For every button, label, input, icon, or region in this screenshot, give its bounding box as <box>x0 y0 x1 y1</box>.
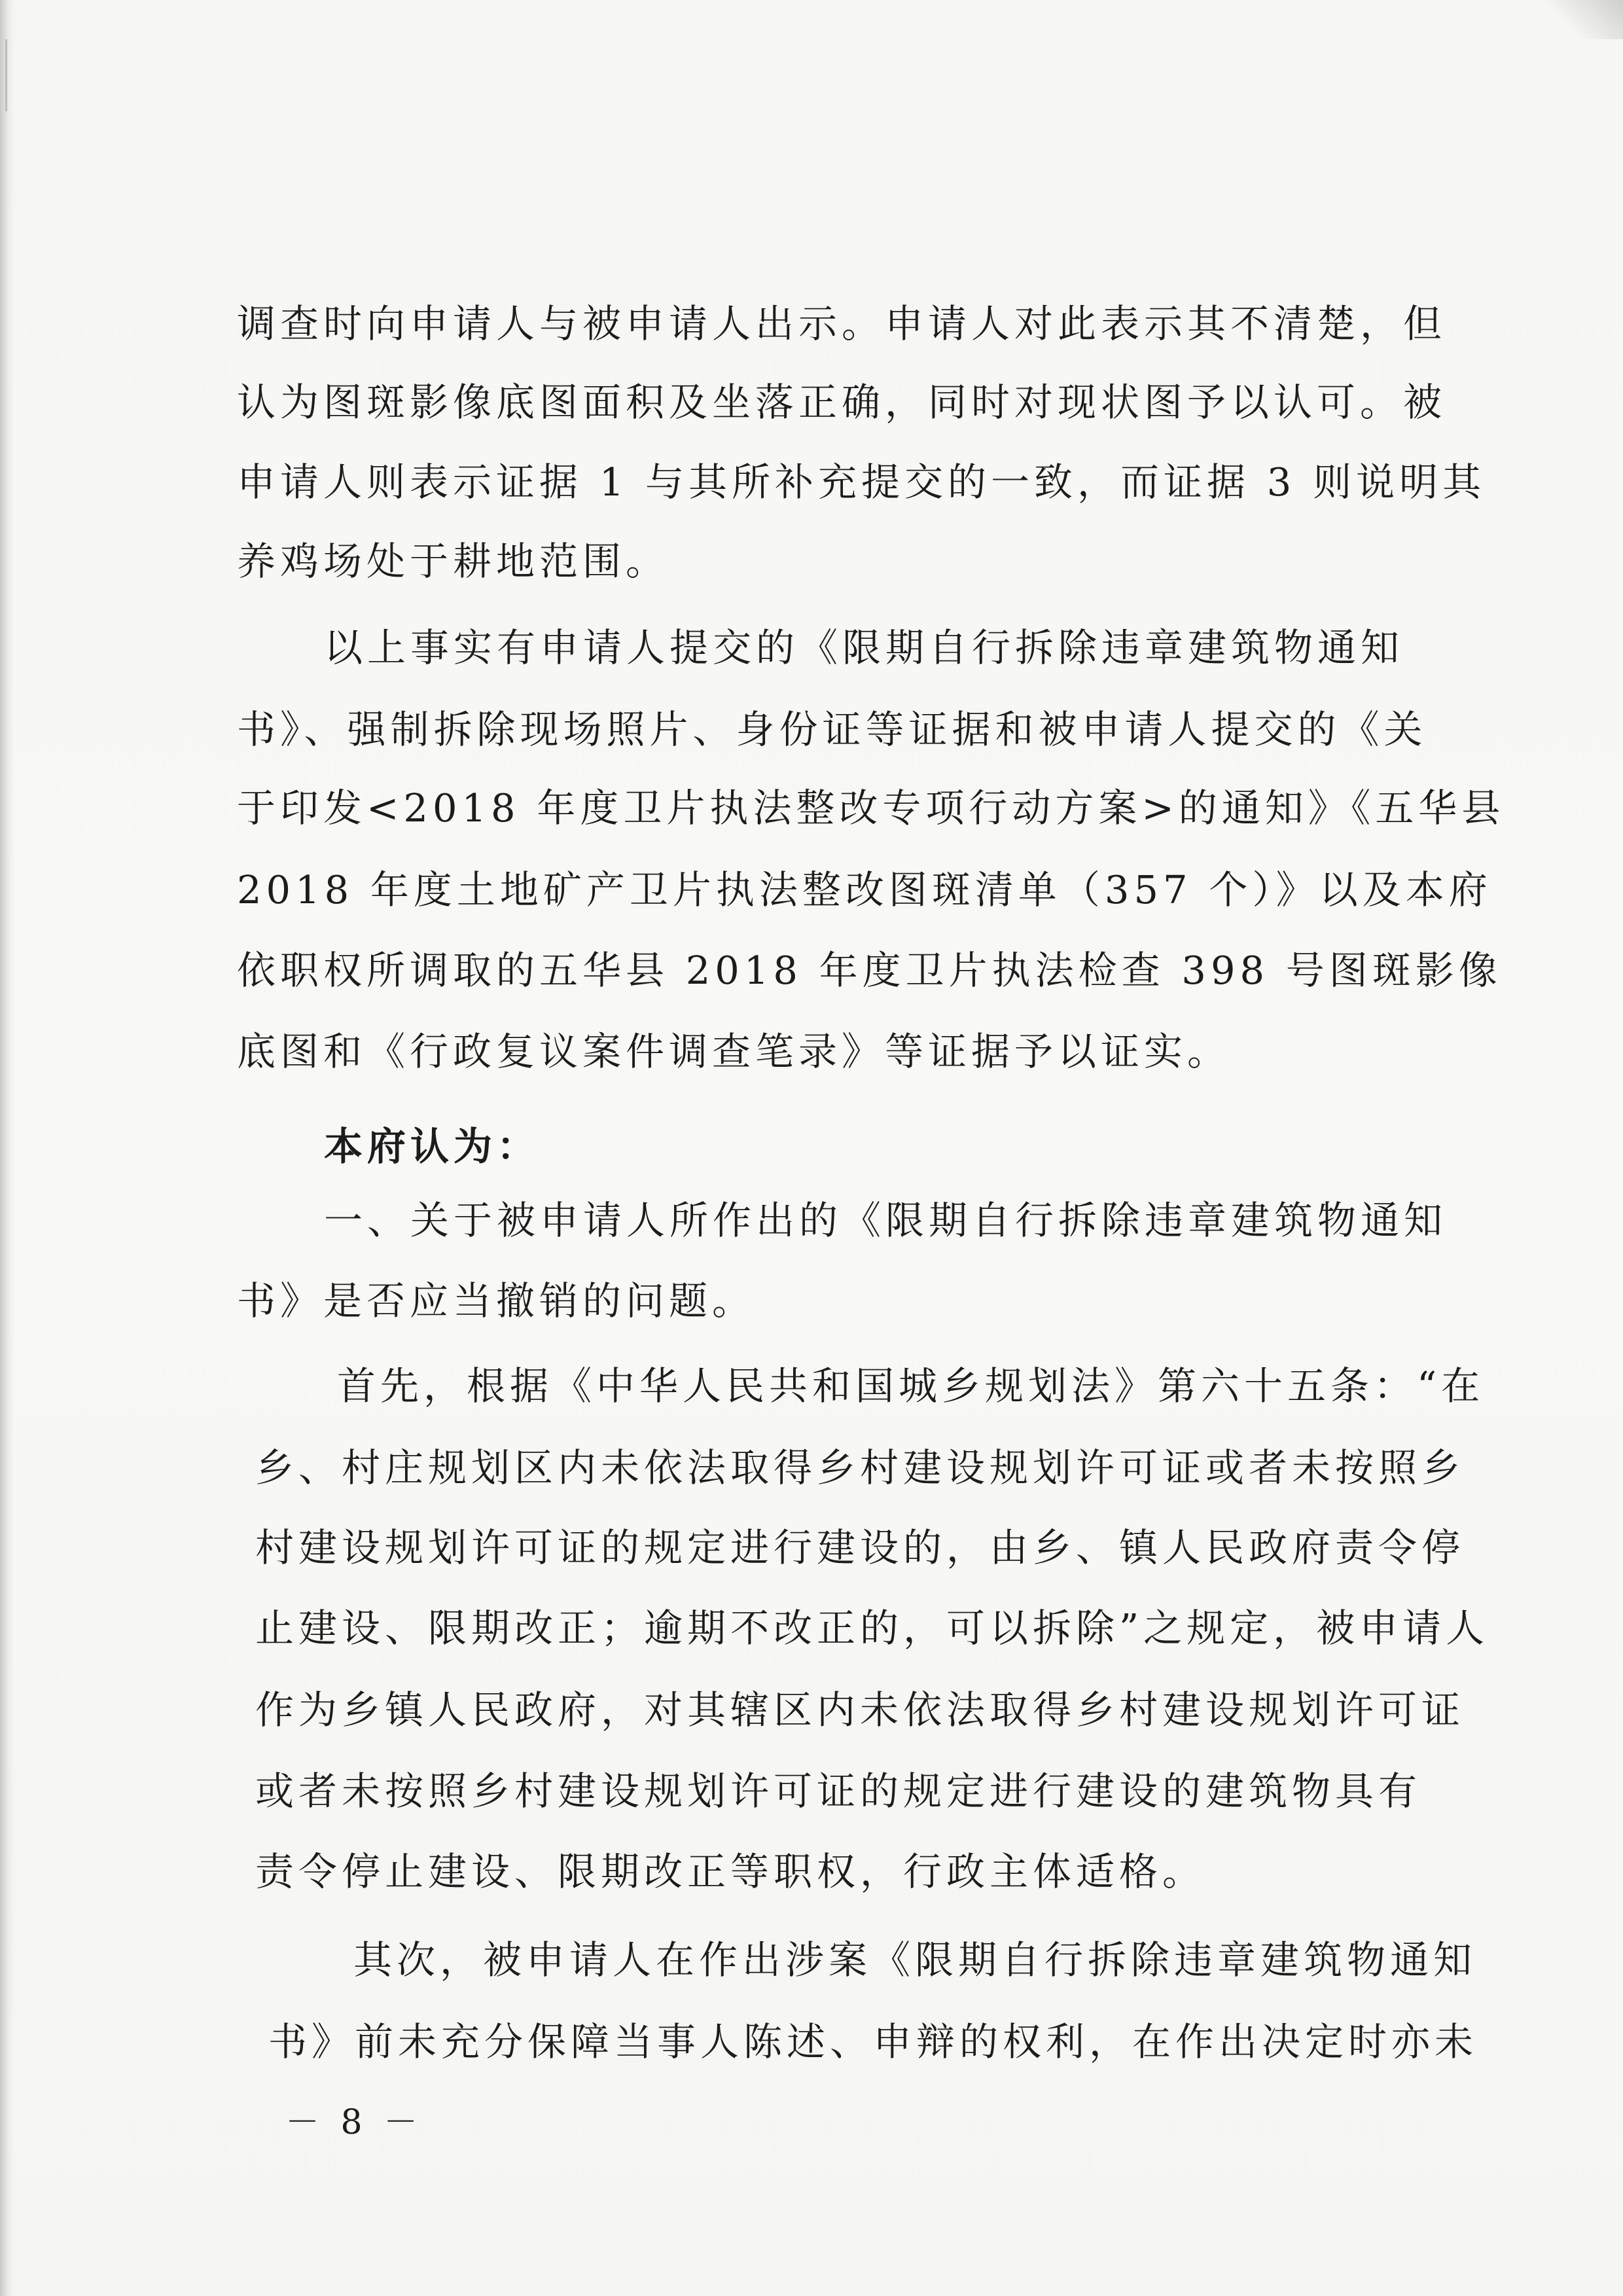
text-line: 止建设、限期改正；逾期不改正的，可以拆除”之规定，被申请人 <box>255 1605 1489 1651</box>
page-number: － 8 － <box>285 2103 423 2142</box>
text-line: 或者未按照乡村建设规划许可证的规定进行建设的建筑物具有 <box>255 1768 1422 1814</box>
scan-mark <box>5 39 7 111</box>
text-line: 书》前未充分保障当事人陈述、申辩的权利，在作出决定时亦未 <box>268 2019 1478 2064</box>
text-line: 其次，被申请人在作出涉案《限期自行拆除违章建筑物通知 <box>353 1937 1477 1982</box>
text-line: 2018 年度土地矿产卫片执法整改图斑清单（357 个）》以及本府 <box>237 867 1492 912</box>
text-line: 责令停止建设、限期改正等职权，行政主体适格。 <box>255 1849 1206 1894</box>
text-line: 调查时向申请人与被申请人出示。申请人对此表示其不清楚，但 <box>237 301 1447 346</box>
text-line: 首先，根据《中华人民共和国城乡规划法》第六十五条：“在 <box>337 1363 1485 1408</box>
text-line: 申请人则表示证据 1 与其所补充提交的一致，而证据 3 则说明其 <box>237 459 1486 505</box>
section-heading: 本府认为： <box>324 1124 541 1169</box>
text-line: 于印发<2018 年度卫片执法整改专项行动方案>的通知》《五华县 <box>237 785 1505 831</box>
text-line: 底图和《行政复议案件调查笔录》等证据予以证实。 <box>237 1029 1231 1074</box>
text-line: 书》是否应当撤销的问题。 <box>237 1278 756 1323</box>
scan-edge-shadow <box>0 0 14 2296</box>
text-line: 以上事实有申请人提交的《限期自行拆除违章建筑物通知 <box>324 625 1404 670</box>
text-line: 认为图斑影像底图面积及坐落正确，同时对现状图予以认可。被 <box>237 380 1447 425</box>
text-line: 依职权所调取的五华县 2018 年度卫片执法检查 398 号图斑影像 <box>237 948 1502 993</box>
text-line: 书》、强制拆除现场照片、身份证等证据和被申请人提交的《关 <box>237 707 1427 752</box>
text-line: 乡、村庄规划区内未依法取得乡村建设规划许可证或者未按照乡 <box>255 1445 1465 1490</box>
text-line: 村建设规划许可证的规定进行建设的，由乡、镇人民政府责令停 <box>255 1525 1465 1570</box>
scan-corner-shadow <box>1544 0 1623 39</box>
text-line: 一、关于被申请人所作出的《限期自行拆除违章建筑物通知 <box>324 1198 1448 1243</box>
text-line: 作为乡镇人民政府，对其辖区内未依法取得乡村建设规划许可证 <box>255 1687 1465 1732</box>
text-line: 养鸡场处于耕地范围。 <box>237 539 669 584</box>
